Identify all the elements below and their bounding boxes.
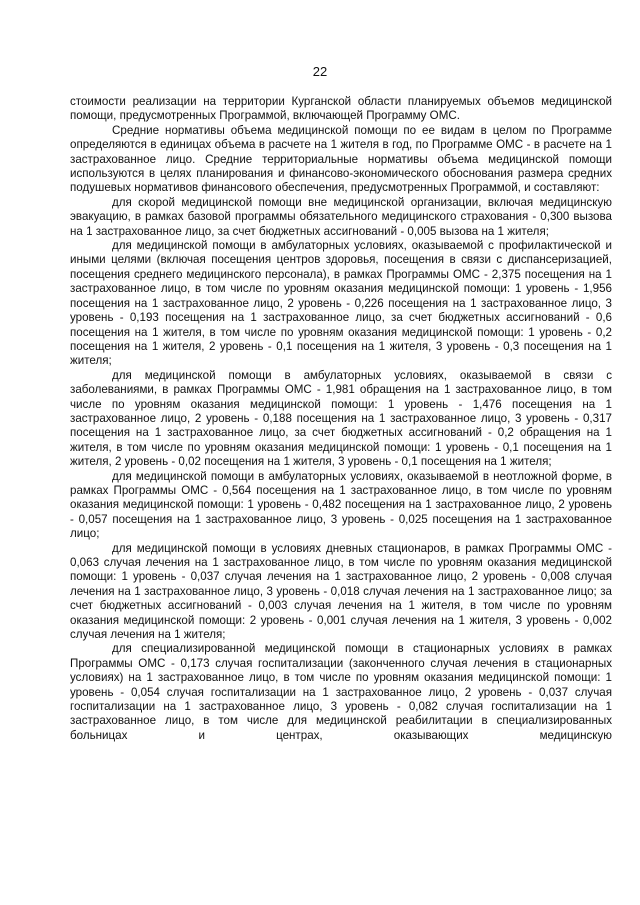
- paragraph-outpatient-urgent: для медицинской помощи в амбулаторных условиях, оказываемой в неотложной форме, в рамках Программы ОМС - 0,564 посещения на 1 застрахованное лицо, в том числе по уровням оказания медицинской помощи: 1 уровень - 0,482 посещения на 1 застрахованное лицо, 2 уровень - 0,057 посещения на 1 застрахованное лицо, 3 уровень - 0,025 посещения на 1 застрахованное лицо;: [70, 469, 612, 541]
- paragraph-continuation: стоимости реализации на территории Курганской области планируемых объемов медицинской помощи, предусмотренных Программой, включающей Программу ОМС.: [70, 95, 612, 123]
- paragraph-emergency-care: для скорой медицинской помощи вне медицинской организации, включая медицинскую эвакуацию, в рамках базовой программы обязательного медицинского страхования - 0,300 вызова на 1 застрахованное лицо, за счет бюджетных ассигнований - 0,005 вызова на 1 жителя;: [70, 195, 612, 238]
- page-number: 22: [312, 64, 328, 79]
- paragraph-day-hospital: для медицинской помощи в условиях дневных стационаров, в рамках Программы ОМС - 0,063 случая лечения на 1 застрахованное лицо, в том числе по уровням оказания медицинской помощи: 1 уровень - 0,037 случая лечения на 1 застрахованное лицо, 2 уровень - 0,008 случая лечения на 1 застрахованное лицо, 3 уровень - 0,018 случая лечения на 1 застрахованное лицо; за счет бюджетных ассигнований - 0,003 случая лечения на 1 жителя, в том числе по уровням оказания медицинской помощи: 2 уровень - 0,001 случая лечения на 1 жителя, 3 уровень - 0,002 случая лечения на 1 жителя;: [70, 541, 612, 642]
- paragraph-outpatient-preventive: для медицинской помощи в амбулаторных условиях, оказываемой с профилактической и иными целями (включая посещения центров здоровья, посещения в связи с диспансеризацией, посещения среднего медицинского персонала), в рамках Программы ОМС - 2,375 посещения на 1 застрахованное лицо, в том числе по уровням оказания медицинской помощи: 1 уровень - 1,956 посещения на 1 застрахованное лицо, 2 уровень - 0,226 посещения на 1 застрахованное лицо, 3 уровень - 0,193 посещения на 1 застрахованное лицо, за счет бюджетных ассигнований - 0,6 посещения на 1 жителя, в том числе по уровням оказания медицинской помощи: 1 уровень - 0,2 посещения на 1 жителя, 2 уровень - 0,1 посещения на 1 жителя, 3 уровень - 0,3 посещения на 1 жителя;: [70, 239, 612, 368]
- document-body: [70, 95, 612, 743]
- paragraph-outpatient-disease: для медицинской помощи в амбулаторных условиях, оказываемой в связи с заболеваниями, в рамках Программы ОМС - 1,981 обращения на 1 застрахованное лицо, в том числе по уровням оказания медицинской помощи: 1 уровень - 1,476 посещения на 1 застрахованное лицо, 2 уровень - 0,188 посещения на 1 застрахованное лицо, 3 уровень - 0,317 посещения на 1 застрахованное лицо, за счет бюджетных ассигнований - 0,2 обращения на 1 жителя, в том числе по уровням оказания медицинской помощи: 1 уровень - 0,1 посещения на 1 жителя, 2 уровень - 0,02 посещения на 1 жителя, 3 уровень - 0,1 посещения на 1 жителя;: [70, 368, 612, 469]
- paragraph-inpatient-specialized: для специализированной медицинской помощи в стационарных условиях в рамках Программы ОМС - 0,173 случая госпитализации (законченного случая лечения в стационарных условиях) на 1 застрахованное лицо, в том числе по уровням оказания медицинской помощи: 1 уровень - 0,054 случая госпитализации на 1 застрахованное лицо, 2 уровень - 0,037 случая госпитализации на 1 застрахованное лицо, 3 уровень - 0,082 случая госпитализации на 1 застрахованное лицо, в том числе для медицинской реабилитации в специализированных больницах и центрах, оказывающих медицинскую: [70, 642, 612, 742]
- paragraph-normatives-intro: Средние нормативы объема медицинской помощи по ее видам в целом по Программе определяются в единицах объема в расчете на 1 жителя в год, по Программе ОМС - в расчете на 1 застрахованное лицо. Средние территориальные нормативы объема медицинской помощи используются в целях планирования и финансово-экономического обоснования размера средних подушевых нормативов финансового обеспечения, предусмотренных Программой, и составляют:: [70, 123, 612, 195]
